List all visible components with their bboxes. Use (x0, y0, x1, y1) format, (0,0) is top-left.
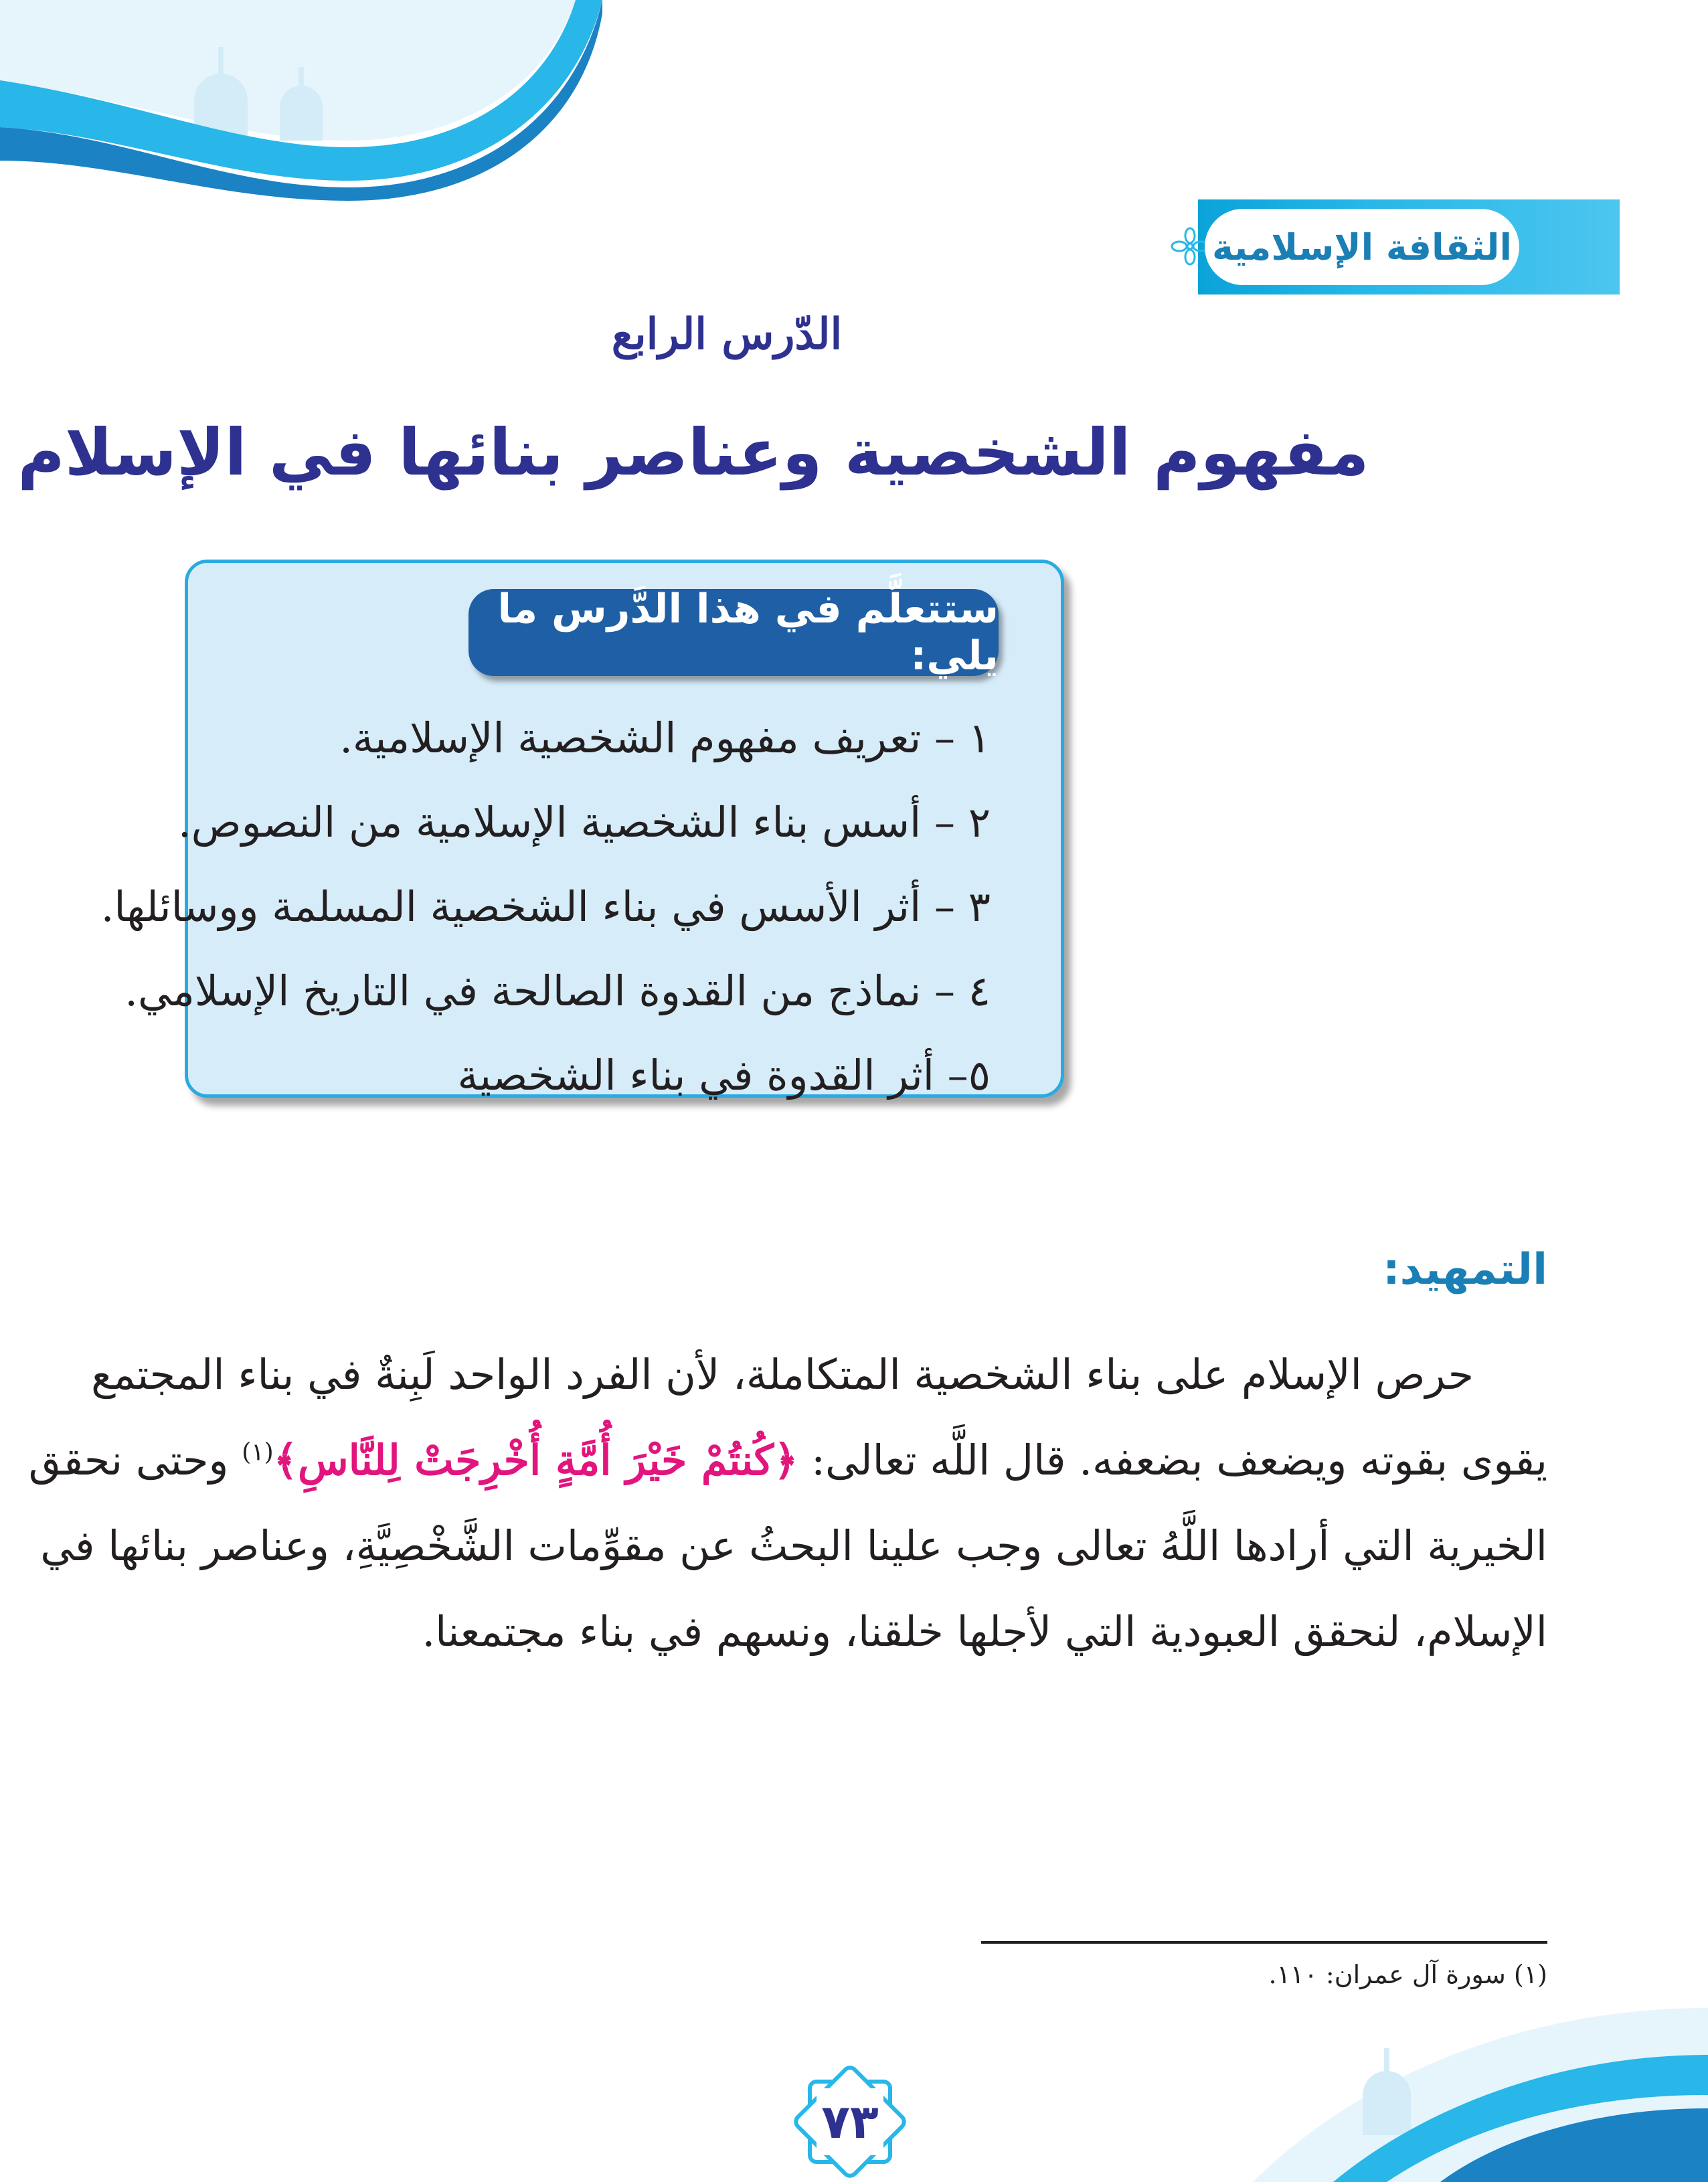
lesson-number: الدّرس الرابع (611, 309, 843, 359)
top-wave-decoration (0, 0, 602, 201)
footnote-divider (981, 1941, 1547, 1944)
footnote-reference: (١) (242, 1438, 274, 1466)
objectives-heading: ستتعلَّم في هذا الدَّرس ما يلي: (497, 586, 999, 679)
intro-line: الخيرية التي أرادها اللَّهُ تعالى وجب علينا البحثُ عن مقوِّمات الشَّخْصِيَّةِ، وعناصر بنائها في (40, 1521, 1547, 1570)
intro-heading: التمهيد: (1383, 1245, 1547, 1294)
lesson-title: مفهوم الشخصية وعناصر بنائها في الإسلام (17, 415, 1369, 490)
objective-item: ٣ – أثر الأسس في بناء الشخصية المسلمة ووسائلها. (100, 882, 991, 931)
objectives-list (100, 696, 991, 1118)
bottom-wave-decoration (1039, 1981, 1708, 2182)
subject-label (1205, 209, 1519, 285)
objective-item: ٥– أثر القدوة في بناء الشخصية (457, 1051, 991, 1100)
objectives-heading-pill (468, 586, 999, 679)
intro-line-with-verse (28, 1418, 1547, 1503)
footnote: (١) سورة آل عمران: ١١٠. (1268, 1960, 1547, 1989)
intro-text: يقوى بقوته ويضعف بضعفه. قال اللَّه تعالى: (811, 1436, 1547, 1485)
objective-item: ٢ – أسس بناء الشخصية الإسلامية من النصوص. (177, 798, 991, 847)
intro-paragraph (28, 1332, 1547, 1675)
page-number-badge (787, 2059, 913, 2182)
intro-line: حرص الإسلام على بناء الشخصية المتكاملة، لأن الفرد الواحد لَبِنةٌ في بناء المجتمع (91, 1350, 1474, 1399)
intro-line: الإسلام، لنحقق العبودية التي لأجلها خلقنا، ونسهم في بناء مجتمعنا. (422, 1607, 1547, 1656)
objective-item: ٤ – نماذج من القدوة الصالحة في التاريخ الإسلامي. (124, 967, 991, 1015)
intro-text: وحتى نحقق (28, 1436, 229, 1485)
page-number: ٧٣ (821, 2094, 879, 2149)
objective-item: ١ – تعريف مفهوم الشخصية الإسلامية. (339, 714, 991, 762)
quran-verse: ﴿كُنتُمْ خَيْرَ أُمَّةٍ أُخْرِجَتْ لِلنَّاسِ﴾ (273, 1436, 798, 1485)
subject-title: الثقافة الإسلامية (1212, 226, 1512, 268)
ornament-flower-icon (1170, 226, 1210, 266)
